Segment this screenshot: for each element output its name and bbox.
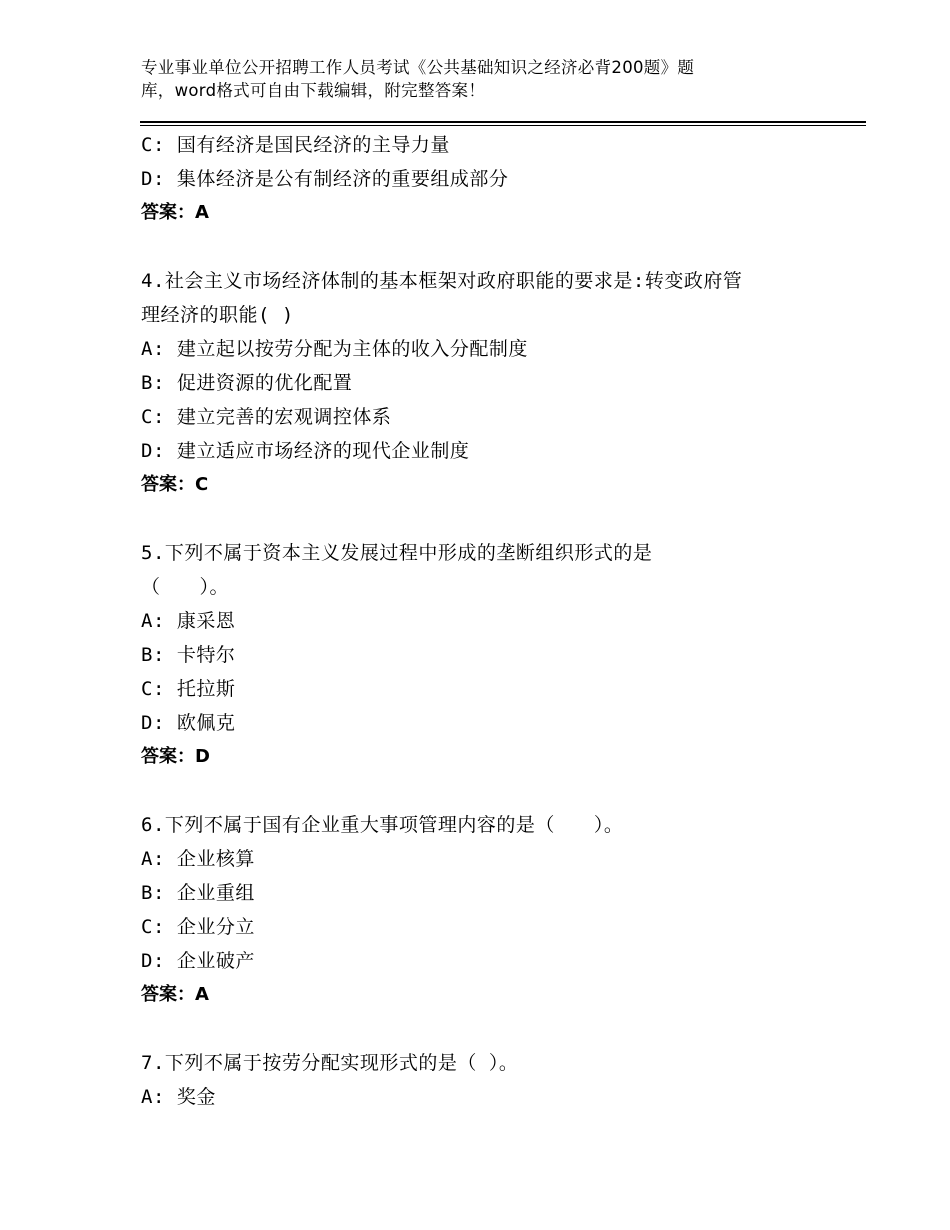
q3-answer: 答案：A (141, 202, 209, 223)
q7-option-a: A: 奖金 (141, 1086, 216, 1108)
q5-option-a: A: 康采恩 (141, 610, 236, 632)
q3-option-c: C: 国有经济是国民经济的主导力量 (141, 134, 450, 156)
question-4 (141, 264, 841, 502)
header-title-line-2: 库，word格式可自由下载编辑，附完整答案！ (141, 81, 486, 100)
q4-answer: 答案：C (141, 474, 209, 495)
question-content (141, 128, 841, 1114)
question-5 (141, 536, 841, 774)
question-7 (141, 1046, 841, 1114)
q5-option-b: B: 卡特尔 (141, 644, 236, 666)
question-3 (141, 128, 841, 230)
header-rule-thick (140, 121, 866, 123)
document-header (141, 56, 781, 102)
header-title-line-1: 专业事业单位公开招聘工作人员考试《公共基础知识之经济必背200题》题 (141, 58, 695, 77)
q5-answer: 答案：D (141, 746, 210, 767)
q6-stem: 6.下列不属于国有企业重大事项管理内容的是（ ）。 (141, 814, 624, 836)
q5-option-c: C: 托拉斯 (141, 678, 236, 700)
spacer (141, 774, 841, 808)
question-6 (141, 808, 841, 1012)
q4-stem-line-1: 4.社会主义市场经济体制的基本框架对政府职能的要求是:转变政府管 (141, 270, 743, 292)
q6-option-b: B: 企业重组 (141, 882, 255, 904)
spacer (141, 1012, 841, 1046)
q4-option-d: D: 建立适应市场经济的现代企业制度 (141, 440, 470, 462)
spacer (141, 502, 841, 536)
q4-option-a: A: 建立起以按劳分配为主体的收入分配制度 (141, 338, 528, 360)
q5-option-d: D: 欧佩克 (141, 712, 236, 734)
q6-option-c: C: 企业分立 (141, 916, 255, 938)
q7-stem: 7.下列不属于按劳分配实现形式的是（ ）。 (141, 1052, 519, 1074)
q4-option-c: C: 建立完善的宏观调控体系 (141, 406, 392, 428)
q3-option-d: D: 集体经济是公有制经济的重要组成部分 (141, 168, 509, 190)
q5-stem-line-2: （ ）。 (141, 576, 230, 598)
q4-stem-line-2: 理经济的职能( ) (141, 304, 294, 326)
q6-option-d: D: 企业破产 (141, 950, 255, 972)
q6-option-a: A: 企业核算 (141, 848, 255, 870)
q4-option-b: B: 促进资源的优化配置 (141, 372, 353, 394)
q6-answer: 答案：A (141, 984, 209, 1005)
q5-stem-line-1: 5.下列不属于资本主义发展过程中形成的垄断组织形式的是 (141, 542, 653, 564)
header-rule-thin (140, 125, 866, 126)
spacer (141, 230, 841, 264)
